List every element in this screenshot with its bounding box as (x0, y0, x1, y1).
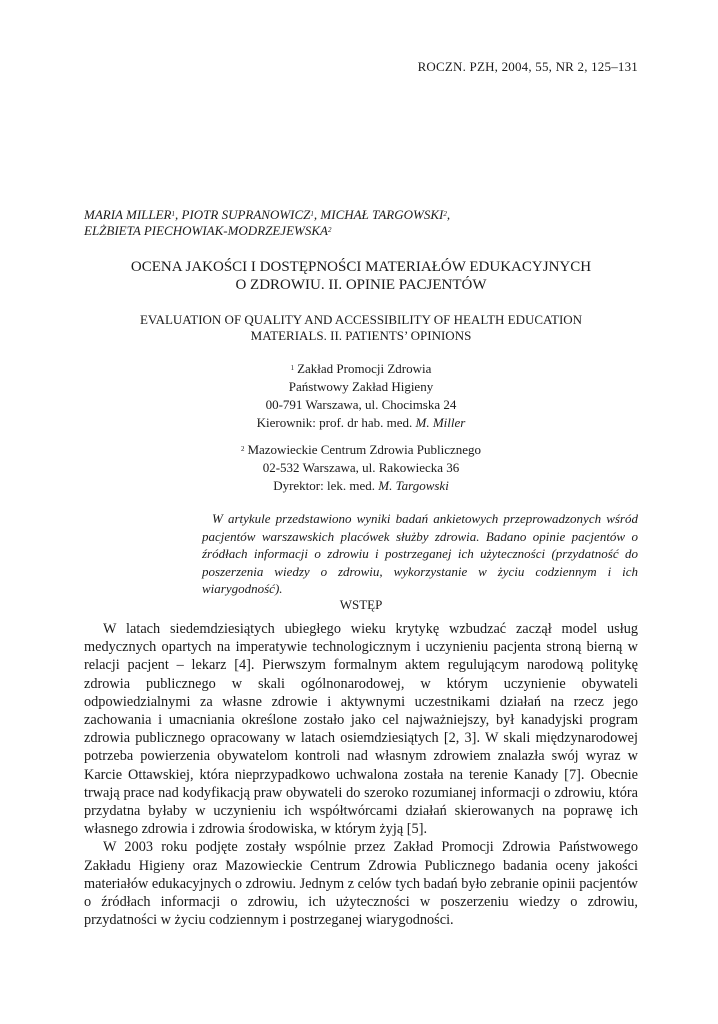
title-english-line: EVALUATION OF QUALITY AND ACCESSIBILITY OF HEALTH EDUCATION (139, 312, 583, 327)
author-affiliation-marker: 1 (310, 210, 314, 218)
journal-reference: ROCZN. PZH, 2004, 55, NR 2, 125–131 (417, 59, 638, 74)
affiliation-head (84, 477, 638, 495)
abstract: W artykule przedstawiono wyniki badań ankietowych przeprowadzonych wśród pacjentów warszawskich placówek służby zdrowia. Badano opinie pacjentów o źródłach informacji o zdrowiu i postrzeganej ich użyteczności (przydatność do poszerzenia wiedzy o zdrowiu, wykorzystanie w życiu codziennym i ich wiarygodność). (202, 511, 638, 596)
title-polish (84, 258, 638, 294)
paragraph: W 2003 roku podjęte zostały wspólnie przez Zakład Promocji Zdrowia Państwowego Zakładu Higieny oraz Mazowieckie Centrum Zdrowia Publicznego badania oceny jakości materiałów edukacyjnych o zdrowiu. Jednym z celów tych badań było zebranie opinii pacjentów o źródłach informacji o zdrowiu, ich użyteczności w poszerzeniu wiedzy o zdrowiu, przydatności w życiu codziennym i postrzeganej wiarygodności. (84, 839, 638, 929)
author-name: MARIA MILLER (84, 207, 172, 222)
affiliation-unit: Zakład Promocji Zdrowia (297, 361, 432, 376)
author-line-2 (84, 223, 450, 239)
author-name: MICHAŁ TARGOWSKI (320, 207, 444, 222)
affiliation-address: 02-532 Warszawa, ul. Rakowiecka 36 (262, 460, 460, 475)
title-polish-line: OCENA JAKOŚCI I DOSTĘPNOŚCI MATERIAŁÓW EDUKACYJNYCH (130, 259, 592, 275)
head-title: Dyrektor: lek. med. (273, 478, 375, 493)
author-list (84, 207, 450, 239)
author-affiliation-marker: 2 (327, 226, 332, 234)
title-english-line: MATERIALS. II. PATIENTS’ OPINIONS (250, 328, 472, 343)
title-english (84, 312, 638, 344)
head-name: M. Miller (415, 415, 466, 430)
affiliation-1 (84, 360, 638, 432)
affiliation-line: Państwowy Zakład Higieny (288, 379, 434, 394)
author-affiliation-marker: 2 (443, 210, 447, 218)
head-name: M. Targowski (378, 478, 449, 493)
affiliation-line (84, 360, 638, 378)
affiliation-head (84, 414, 638, 432)
head-title: Kierownik: prof. dr hab. med. (256, 415, 413, 430)
affiliation-unit: Mazowieckie Centrum Zdrowia Publicznego (247, 442, 482, 457)
body-text (84, 620, 638, 929)
affiliation-number: 1 (290, 364, 295, 372)
paragraph: W latach siedemdziesiątych ubiegłego wieku krytykę wzbudzać zaczął model usług medycznych opartych na imperatywie technologicznym i uczynieniu pacjenta stroną bierną w relacji pacjent – lekarz [4]. Pierwszym formalnym aktem regulującym narodową politykę zdrowia publicznego w skali ogólnonarodowej, w którym uczynienie obywateli odpowiedzialnymi za własne zdrowie i aktywnymi uczestnikami działań na rzecz jego zachowania i umacniania określone zostało jako cel najważniejszy, był kanadyjski program zdrowia publicznego opracowany w latach osiemdziesiątych [2, 3]. W skali międzynarodowej potrzeba powierzenia obywatelom kontroli nad własnym zdrowiem znalazła swój wyraz w Karcie Ottawskiej, która nieprzypadkowo uchwalona została na terenie Kanady [7]. Obecnie trwają prace nad kodyfikacją praw obywateli do szeroko rozumianej informacji o zdrowiu, która przydatna byłaby w uczynieniu ich współtwórcami działań skierowanych na poprawę ich własnego zdrowia i zdrowia środowiska, w którym żyją [5]. (84, 621, 638, 838)
author-name: ELŻBIETA PIECHOWIAK-MODRZEJEWSKA (84, 223, 328, 238)
title-polish-line: O ZDROWIU. II. OPINIE PACJENTÓW (235, 277, 487, 293)
author-name: PIOTR SUPRANOWICZ (181, 207, 311, 222)
affiliation-line (84, 441, 638, 459)
author-line-1: MARIA MILLER$^1$, PIOTR SUPRANOWICZ$^1$, MICHAŁ TARGOWSKI$^2$, (84, 207, 451, 222)
author-affiliation-marker: 1 (171, 210, 175, 218)
affiliation-2 (84, 441, 638, 495)
affiliation-address: 00-791 Warszawa, ul. Chocimska 24 (265, 397, 457, 412)
section-heading: WSTĘP (339, 597, 383, 612)
affiliation-number: 2 (240, 445, 245, 453)
